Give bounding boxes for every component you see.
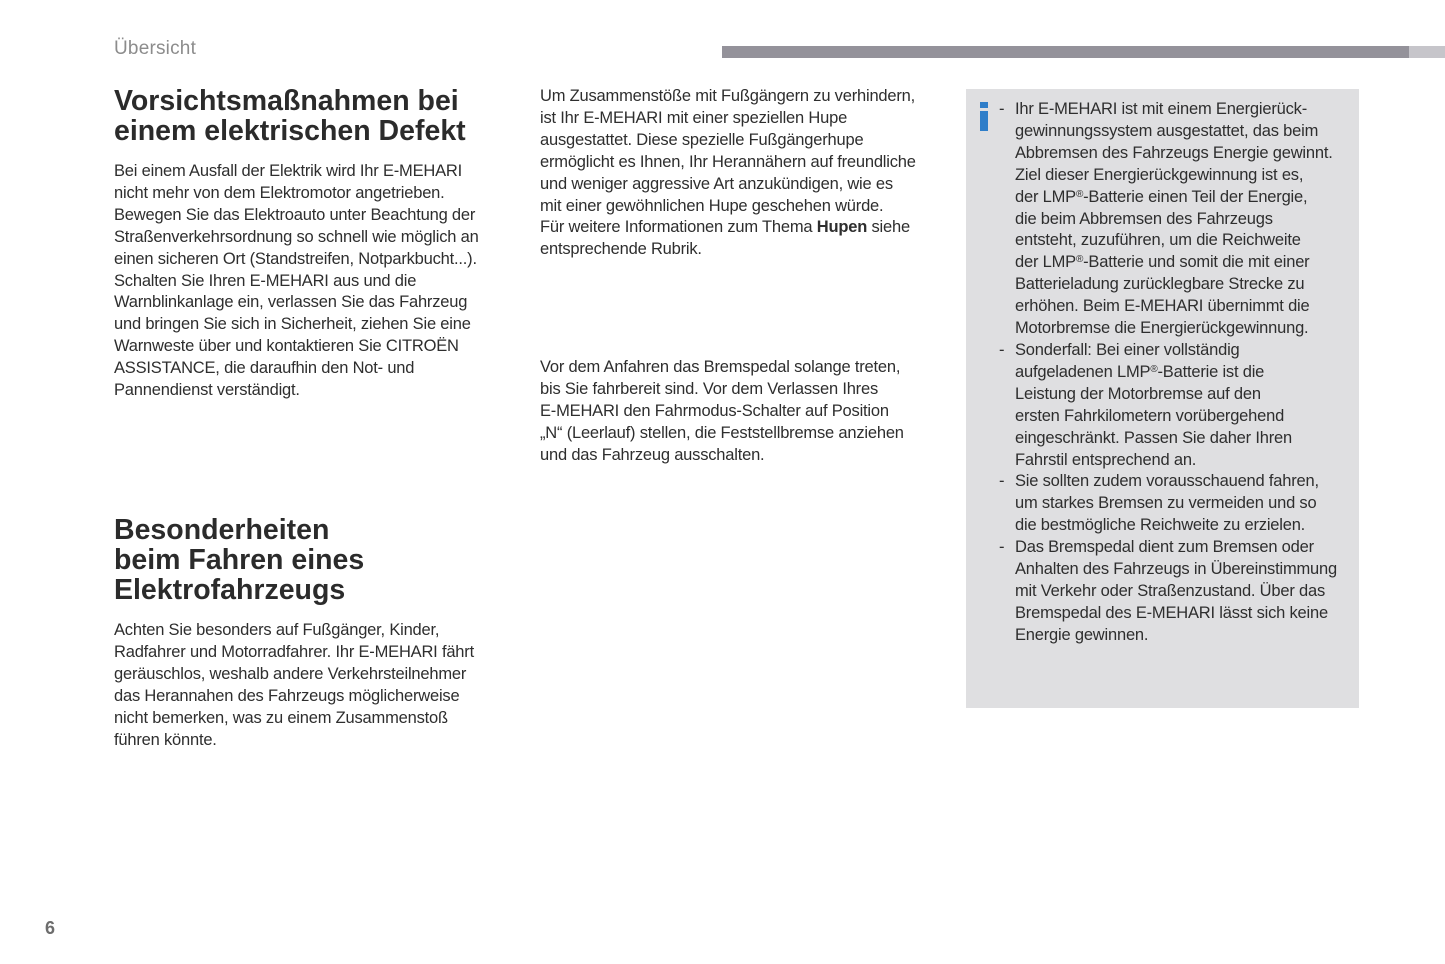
registered-mark: ® — [1150, 363, 1158, 375]
info-item-special-case — [999, 340, 1357, 471]
horn-keyword: Hupen — [816, 218, 868, 237]
info-item-1-part-c: -Batterie und somit die mit einer Batterieladung zurücklegbare Strecke zu erhöhen. Beim E-MEHARI übernimmt die Motorbremse die Energierückgewinnung. — [1015, 253, 1310, 338]
paragraph-horn-text: Um Zusammenstöße mit Fußgängern zu verhindern, ist Ihr E-MEHARI mit einer speziellen Hupe ausgestattet. Diese spezielle Fußgängerhupe ermöglicht es Ihnen, Ihr Herannähern auf freundliche und weniger aggressive Art anzukündigen, wie es mit einer gewöhnlichen Hupe geschehen würde. Für weitere Informationen zum Thema — [540, 87, 916, 237]
paragraph-horn-end: siehe entsprechende Rubrik. — [540, 218, 910, 259]
registered-mark: ® — [1075, 254, 1084, 266]
info-icon — [979, 102, 989, 131]
info-item-brake-pedal: - Das Bremspedal dient zum Bremsen oder Anhalten des Fahrzeugs in Übereinstimmung mit Verkehr oder Straßenzustand. Über das Bremspedal des E-MEHARI lässt sich keine Energie gewinnen. — [999, 537, 1357, 647]
info-item-anticipate: - Sie sollten zudem vorausschauend fahren, um starkes Bremsen zu vermeiden und so die bestmögliche Reichweite zu erzielen. — [999, 471, 1357, 537]
info-item-1-part-a: Ihr E-MEHARI ist mit einem Energierück- gewinnungssystem ausgestattet, das beim Abbremsen des Fahrzeugs Energie gewinnt. Ziel dieser Energierückgewinnung ist es, der LMP — [1015, 100, 1333, 206]
info-item-2-part-a: Sonderfall: Bei einer vollständig aufgeladenen LMP — [1015, 340, 1240, 381]
info-item-1-part-b: -Batterie einen Teil der Energie, die beim Abbremsen des Fahrzeugs entsteht, zuzuführen, um die Reichweite der LMP — [1015, 187, 1308, 272]
info-list — [999, 99, 1357, 647]
heading-electrical-defect: Vorsichtsmaßnahmen bei einem elektrischen Defekt — [114, 85, 466, 147]
paragraph-brake-pedal: Vor dem Anfahren das Bremspedal solange treten, bis Sie fahrbereit sind. Vor dem Verlassen Ihres E-MEHARI den Fahrmodus-Schalter auf Position „N“ (Leerlauf) stellen, die Feststellbremse anziehen und das Fahrzeug ausschalten. — [540, 358, 904, 464]
header-bar — [722, 46, 1445, 58]
info-box — [966, 89, 1359, 708]
heading-electric-driving: Besonderheiten beim Fahren eines Elektrofahrzeugs — [114, 514, 365, 606]
registered-mark: ® — [1075, 188, 1084, 200]
info-item-energy-recovery — [999, 99, 1357, 340]
info-item-2-part-b: -Batterie ist die Leistung der Motorbremse auf den ersten Fahrkilometern vorübergehend eingeschränkt. Passen Sie daher Ihren Fahrstil entsprechend an. — [1015, 362, 1292, 469]
paragraph-pedestrian-horn — [540, 86, 950, 261]
paragraph-electrical-defect: Bei einem Ausfall der Elektrik wird Ihr E-MEHARI nicht mehr von dem Elektromotor angetrieben. Bewegen Sie das Elektroauto unter Beachtung der Straßenverkehrsordnung so schnell wie möglich an einen sicheren Ort (Standstreifen, Notparkbucht...). Schalten Sie Ihren E-MEHARI aus und die Warnblinkanlage ein, verlassen Sie das Fahrzeug und bringen Sie sich in Sicherheit, ziehen Sie eine Warnweste über und kontaktieren Sie CITROËN ASSISTANCE, die daraufhin den Not- und Pannendienst verständigt. — [114, 162, 479, 400]
paragraph-pedestrians: Achten Sie besonders auf Fußgänger, Kinder, Radfahrer und Motorradfahrer. Ihr E-MEHARI fährt geräuschlos, weshalb andere Verkehrsteilnehmer das Herannahen des Fahrzeugs möglicherweise nicht bemerken, was zu einem Zusammenstoß führen könnte. — [114, 621, 474, 749]
section-title: Übersicht — [114, 38, 197, 59]
page-number: 6 — [45, 918, 56, 938]
